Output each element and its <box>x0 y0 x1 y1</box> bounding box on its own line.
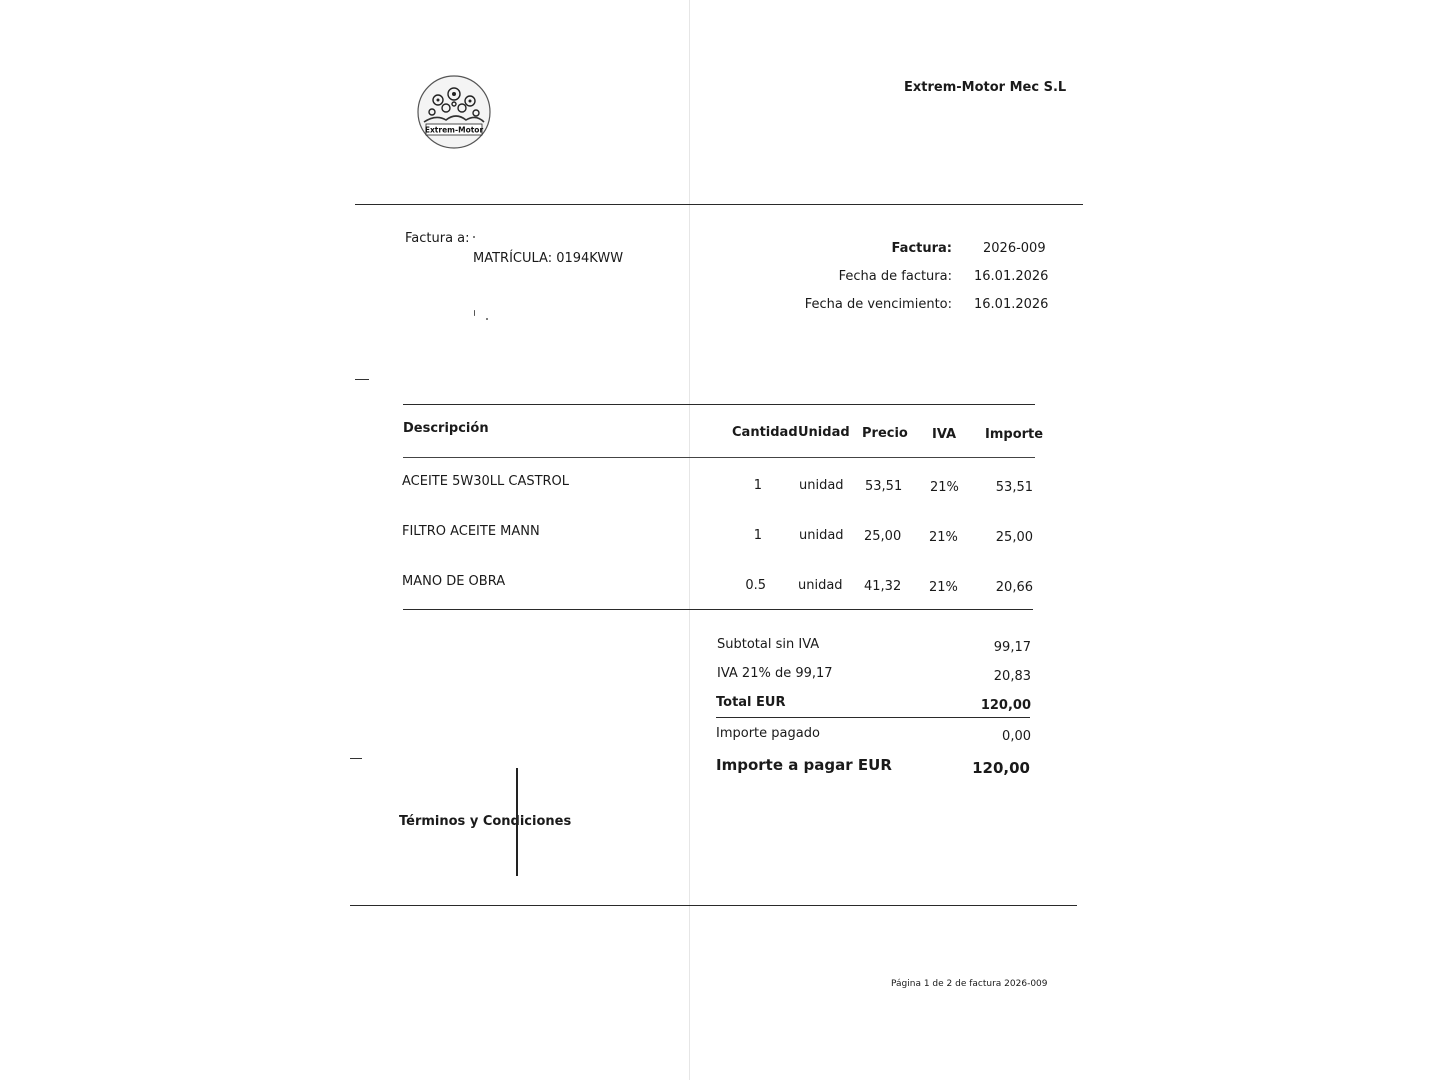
subtotal-label: Subtotal sin IVA <box>717 637 820 652</box>
pagado-label: Importe pagado <box>716 726 820 741</box>
total-value: 120,00 <box>980 698 1031 713</box>
row-iva: 21% <box>930 480 959 495</box>
row-unidad: unidad <box>799 478 844 493</box>
row-descripcion: MANO DE OBRA <box>402 574 506 589</box>
col-header-iva: IVA <box>932 427 957 442</box>
due-date-value: 16.01.2026 <box>974 297 1049 312</box>
pagado-value: 0,00 <box>1002 729 1031 744</box>
table-bottom-rule <box>403 609 1033 610</box>
table-top-rule <box>403 404 1035 405</box>
row-cantidad: 0.5 <box>745 578 766 593</box>
scan-speck <box>486 318 488 320</box>
row-precio: 41,32 <box>864 579 902 594</box>
scan-fold-line <box>689 0 690 1080</box>
row-precio: 53,51 <box>865 479 903 494</box>
table-header-rule <box>403 457 1035 458</box>
a-pagar-label: Importe a pagar EUR <box>716 756 892 774</box>
invoice-date-label: Fecha de factura: <box>838 269 952 284</box>
row-importe: 20,66 <box>995 580 1033 595</box>
iva-label: IVA 21% de 99,17 <box>717 666 833 681</box>
col-header-unidad: Unidad <box>798 425 850 440</box>
scan-speck <box>474 310 475 316</box>
row-iva: 21% <box>929 580 958 595</box>
invoice-date-value: 16.01.2026 <box>974 269 1049 284</box>
scan-speck <box>473 236 475 238</box>
iva-value: 20,83 <box>993 669 1031 684</box>
page-footer: Página 1 de 2 de factura 2026-009 <box>891 979 1048 989</box>
footer-divider <box>350 905 1077 906</box>
matricula: MATRÍCULA: 0194KWW <box>473 251 624 266</box>
company-name: Extrem-Motor Mec S.L <box>904 80 1067 95</box>
total-label: Total EUR <box>716 695 786 710</box>
header-divider <box>355 204 1083 205</box>
logo-text: Extrem-Motor <box>424 125 484 135</box>
terms-title: Términos y Condiciones <box>399 814 572 829</box>
scan-vertical-mark <box>516 768 518 876</box>
margin-mark <box>350 758 362 759</box>
row-importe: 25,00 <box>995 530 1033 545</box>
margin-mark <box>355 379 369 380</box>
invoice-number-label: Factura: <box>891 241 952 256</box>
col-header-descripcion: Descripción <box>403 421 489 436</box>
col-header-precio: Precio <box>862 426 908 441</box>
col-header-cantidad: Cantidad <box>732 425 798 440</box>
company-logo <box>416 74 492 150</box>
col-header-importe: Importe <box>985 427 1044 442</box>
total-rule <box>716 717 1030 718</box>
subtotal-value: 99,17 <box>993 640 1031 655</box>
row-cantidad: 1 <box>753 478 762 493</box>
row-importe: 53,51 <box>995 480 1033 495</box>
bill-to-label: Factura a: <box>405 231 470 246</box>
row-cantidad: 1 <box>753 528 762 543</box>
row-precio: 25,00 <box>864 529 902 544</box>
a-pagar-value: 120,00 <box>972 759 1030 777</box>
row-descripcion: FILTRO ACEITE MANN <box>402 524 540 539</box>
invoice-number-value: 2026-009 <box>983 241 1046 256</box>
row-descripcion: ACEITE 5W30LL CASTROL <box>402 474 570 489</box>
due-date-label: Fecha de vencimiento: <box>804 297 952 312</box>
row-unidad: unidad <box>798 578 843 593</box>
row-unidad: unidad <box>799 528 844 543</box>
row-iva: 21% <box>929 530 958 545</box>
